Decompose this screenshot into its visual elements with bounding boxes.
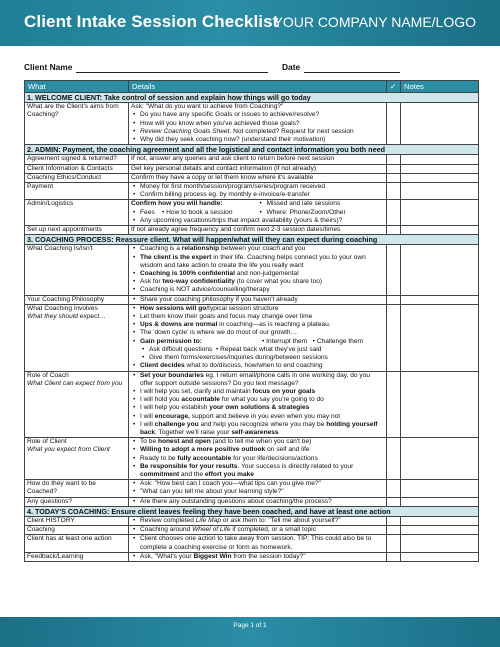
check-cell[interactable] [387, 497, 401, 506]
check-cell[interactable] [387, 164, 401, 173]
table-row: What Coaching involves What they should expect… • How sessions will go/typical session structure • Let them know their goals and focus may change over time • Ups & downs are normal in coaching—as is reaching a plateau. • The 'down cycle' is where we do most of our growth… • Gain permission to: • Interrupt them • Challenge them • Ask difficult questions • Repeat back what they've just said • Give them forms/exercises/inquiries during/between sessions • Client decides what to do/discuss, how/when to end coaching [25, 304, 479, 371]
check-cell[interactable] [387, 226, 401, 235]
check-cell[interactable] [387, 155, 401, 164]
col-what: What [25, 81, 129, 93]
check-cell[interactable] [387, 516, 401, 525]
table-row [25, 103, 479, 145]
client-name-field[interactable] [76, 72, 268, 73]
table-row: Client has at least one action • Client chooses one action to take away from session. TIP: This could also be to complete a coaching exercise or form as homework. [25, 535, 479, 552]
check-cell[interactable] [387, 371, 401, 438]
table-row: Role of Client What you expect from Client • To be honest and open (and to tell me when you can't be) • Willing to adopt a more positive outlook on self and life • Ready to be fully accountable for your life/decisions/actions • Be responsible for your results. Your success is directly related to your commitment and the effort you make [25, 438, 479, 480]
section-welcome: 1. WELCOME CLIENT: Take control of session and explain how things will go today [25, 93, 479, 103]
col-check: ✓ [387, 81, 401, 93]
notes-cell[interactable] [401, 371, 479, 438]
notes-cell[interactable] [401, 516, 479, 525]
check-cell[interactable] [387, 103, 401, 145]
table-row: How do they want to be Coached? • Ask: "How best can I coach you—what tips can you give me?" • "What can you tell me about your learning style?" [25, 480, 479, 497]
notes-cell[interactable] [401, 480, 479, 497]
notes-cell[interactable] [401, 173, 479, 182]
page-title: Client Intake Session Checklist [24, 12, 279, 31]
table-row: Any questions? • Are there any outstanding questions about coaching/the process? [25, 497, 479, 506]
page-number: Page 1 of 1 [233, 622, 267, 629]
check-cell[interactable] [387, 200, 401, 226]
section-process: 3. COACHING PROCESS: Reassure client. What will happen/what will they can expect during coaching [25, 235, 479, 245]
notes-cell[interactable] [401, 497, 479, 506]
check-cell[interactable] [387, 173, 401, 182]
row-details: Ask: "What do you want to achieve from Coaching?" • Do you have any specific Goals or issues to achieve/resolve? • How will you know when you've achieved those goals? • Review Coaching Goals Sheet. Not completed? Request for next session • Why did they seek coaching now? (understand their motivation) [129, 103, 387, 145]
notes-cell[interactable] [401, 552, 479, 561]
table-row: Coaching • Coaching around Wheel of Life if completed, or a small topic [25, 526, 479, 535]
section-today: 4. TODAY'S COACHING: Ensure client leaves feeling they have been coached, and have at least one action [25, 506, 479, 516]
table-row: Coaching Ethics/Conduct Confirm they have a copy or let them know where it's available [25, 173, 479, 182]
notes-cell[interactable] [401, 295, 479, 304]
notes-cell[interactable] [401, 526, 479, 535]
col-notes: Notes [401, 81, 479, 93]
date-field[interactable] [304, 72, 400, 73]
col-details: Details [129, 81, 387, 93]
check-cell[interactable] [387, 526, 401, 535]
table-row: Admin/Logistics Confirm how you will handle: • Missed and late sessions • Fees • How to book a session • Where: Phone/Zoom/Other • Any upcoming vacations/trips that impact availability (yours & theirs)? [25, 200, 479, 226]
row-what: What are the Client's aims from Coaching? [25, 103, 129, 145]
notes-cell[interactable] [401, 183, 479, 200]
notes-cell[interactable] [401, 245, 479, 295]
notes-cell[interactable] [401, 226, 479, 235]
table-row: Role of Coach What Client can expect from you • Set your boundaries eg. I return email/phone calls in one working day, do you offer support outside sessions? Do you text message? • I will help you set, clarify and maintain focus on your goals • I will hold you accountable for what you say you're going to do • I will help you establish your own solutions & strategies • I will encourage, support and believe in you even when you may not • I will challenge you and help you recognize where you may be holding yourself back. Together we'll raise your self-awareness [25, 371, 479, 438]
table-row: Your Coaching Philosophy • Share your coaching philosophy if you haven't already [25, 295, 479, 304]
check-cell[interactable] [387, 480, 401, 497]
table-header [25, 81, 479, 93]
table-row: Set up next appointments If not already agree frequency and confirm next 2-3 session dates/times [25, 226, 479, 235]
notes-cell[interactable] [401, 304, 479, 371]
header-banner [0, 0, 500, 46]
notes-cell[interactable] [401, 103, 479, 145]
table-row: Feedback/Learning • Ask, "What's your Biggest Win from the session today?" [25, 552, 479, 561]
table-row: What Coaching Is/Isn't • Coaching is a relationship between your coach and you • The client is the expert in their life. Coaching helps connect you to your own wisdom and take action to create the life you really want • Coaching is 100% confidential and non-judgemental • Ask for two-way confidentiality (to cover what you share too) • Coaching is NOT advice/counselling/therapy [25, 245, 479, 295]
notes-cell[interactable] [401, 155, 479, 164]
check-cell[interactable] [387, 295, 401, 304]
table-row: Agreement signed & returned? If not, answer any queries and ask client to return before next session [25, 155, 479, 164]
table-row: Client Information & Contacts Get key personal details and contact information (if not already) [25, 164, 479, 173]
notes-cell[interactable] [401, 438, 479, 480]
notes-cell[interactable] [401, 200, 479, 226]
notes-cell[interactable] [401, 535, 479, 552]
check-cell[interactable] [387, 535, 401, 552]
table-row: Payment • Money for first month/session/program/series/program received • Confirm billing process eg. by monthly e-invoice/e-transfer [25, 183, 479, 200]
check-cell[interactable] [387, 438, 401, 480]
checklist-table [24, 80, 479, 562]
check-cell[interactable] [387, 245, 401, 295]
notes-cell[interactable] [401, 164, 479, 173]
check-cell[interactable] [387, 304, 401, 371]
check-cell[interactable] [387, 183, 401, 200]
client-name-label: Client Name [24, 62, 73, 72]
section-admin: 2. ADMIN: Payment, the coaching agreement and all the logistical and contact information you both need [25, 145, 479, 155]
client-meta [24, 62, 478, 76]
company-logo-text: YOUR COMPANY NAME/LOGO [273, 14, 476, 30]
table-row: Client HISTORY • Review completed Life Map or ask them to: "Tell me about yourself?" [25, 516, 479, 525]
footer-banner [0, 617, 500, 647]
check-cell[interactable] [387, 552, 401, 561]
date-label: Date [282, 62, 301, 72]
